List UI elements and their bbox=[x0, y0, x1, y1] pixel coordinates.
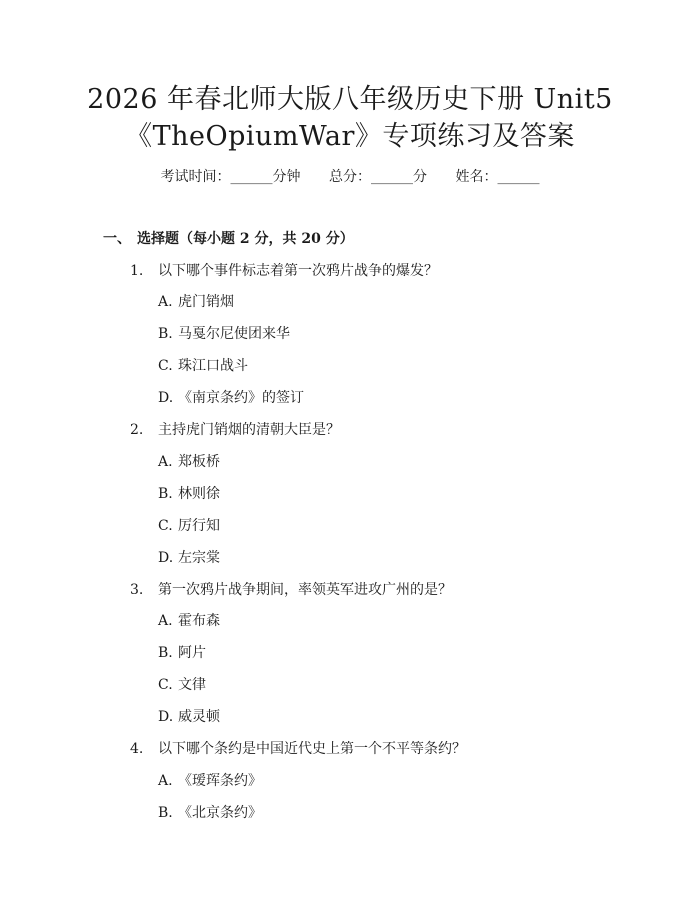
option-3a bbox=[158, 610, 220, 632]
exam-time-field: 考试时间：______分钟 bbox=[160, 169, 301, 185]
option-letter: B. bbox=[158, 805, 173, 821]
option-text: 《南京条约》的签订 bbox=[178, 390, 304, 406]
option-2c bbox=[158, 515, 220, 537]
section-number: 一、 bbox=[103, 231, 131, 247]
option-letter: B. bbox=[158, 326, 173, 342]
option-1d bbox=[158, 387, 304, 409]
question-number: 4. bbox=[130, 741, 144, 757]
option-letter: B. bbox=[158, 486, 173, 502]
title-line-1: 2026 年春北师大版八年级历史下册 Unit5 bbox=[87, 84, 613, 115]
option-4b bbox=[158, 802, 262, 824]
option-1b bbox=[158, 323, 290, 345]
option-text: 阿片 bbox=[178, 645, 206, 661]
option-letter: D. bbox=[158, 550, 174, 566]
option-letter: B. bbox=[158, 645, 173, 661]
section-heading bbox=[103, 228, 354, 250]
option-text: 《瑷珲条约》 bbox=[178, 773, 262, 789]
option-2a bbox=[158, 451, 220, 473]
option-letter: D. bbox=[158, 709, 174, 725]
option-letter: C. bbox=[158, 677, 173, 693]
question-2 bbox=[130, 419, 340, 441]
question-text: 第一次鸦片战争期间，率领英军进攻广州的是？ bbox=[158, 582, 452, 598]
question-1 bbox=[130, 260, 438, 282]
option-letter: A. bbox=[158, 454, 173, 470]
option-text: 左宗棠 bbox=[178, 550, 220, 566]
option-letter: A. bbox=[158, 294, 173, 310]
option-letter: A. bbox=[158, 613, 173, 629]
option-3b bbox=[158, 642, 206, 664]
question-number: 3. bbox=[130, 582, 144, 598]
question-text: 主持虎门销烟的清朝大臣是？ bbox=[158, 422, 340, 438]
option-text: 林则徐 bbox=[178, 486, 220, 502]
option-text: 《北京条约》 bbox=[178, 805, 262, 821]
option-1c bbox=[158, 355, 248, 377]
total-score-field: 总分：______分 bbox=[329, 169, 427, 185]
option-3c bbox=[158, 674, 206, 696]
question-text: 以下哪个事件标志着第一次鸦片战争的爆发？ bbox=[158, 263, 438, 279]
name-field: 姓名：______ bbox=[455, 169, 540, 185]
option-2d bbox=[158, 547, 220, 569]
option-text: 威灵顿 bbox=[178, 709, 220, 725]
exam-info bbox=[0, 166, 700, 188]
title-line-2: 《TheOpiumWar》专项练习及答案 bbox=[125, 121, 575, 152]
question-number: 1. bbox=[130, 263, 144, 279]
option-letter: C. bbox=[158, 518, 173, 534]
section-title: 选择题（每小题 2 分，共 20 分） bbox=[137, 231, 354, 247]
question-number: 2. bbox=[130, 422, 144, 438]
option-1a bbox=[158, 291, 234, 313]
option-text: 文律 bbox=[178, 677, 206, 693]
option-4a bbox=[158, 770, 262, 792]
question-3 bbox=[130, 579, 452, 601]
option-text: 珠江口战斗 bbox=[178, 358, 248, 374]
option-3d bbox=[158, 706, 220, 728]
option-2b bbox=[158, 483, 220, 505]
question-text: 以下哪个条约是中国近代史上第一个不平等条约？ bbox=[158, 741, 466, 757]
option-text: 郑板桥 bbox=[178, 454, 220, 470]
option-text: 厉行知 bbox=[178, 518, 220, 534]
option-letter: D. bbox=[158, 390, 174, 406]
option-letter: C. bbox=[158, 358, 173, 374]
option-letter: A. bbox=[158, 773, 173, 789]
option-text: 霍布森 bbox=[178, 613, 220, 629]
question-4 bbox=[130, 738, 466, 760]
option-text: 虎门销烟 bbox=[178, 294, 234, 310]
option-text: 马戛尔尼使团来华 bbox=[178, 326, 290, 342]
